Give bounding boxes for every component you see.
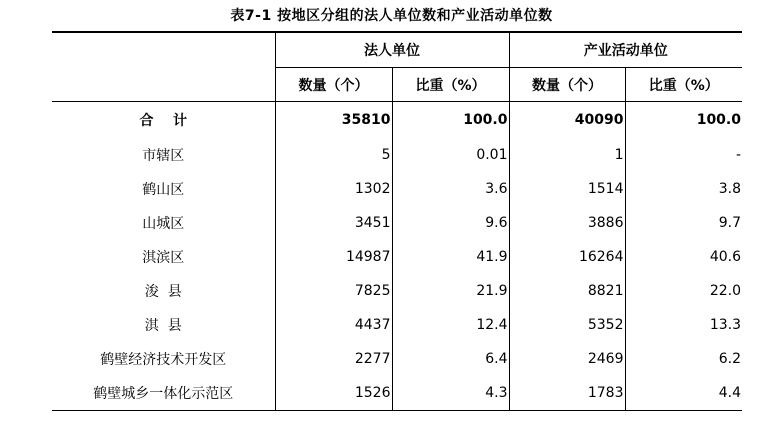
- legal-ratio: 3.6: [392, 172, 509, 206]
- table-row: [52, 376, 742, 411]
- region-name: 山城区: [142, 216, 185, 232]
- industrial-count: 1783: [509, 376, 625, 411]
- header-legal-ratio: 比重（%）: [392, 68, 509, 102]
- region-name: 鹤壁经济技术开发区: [100, 352, 227, 368]
- table-row: [52, 206, 742, 240]
- industrial-ratio: 9.7: [625, 206, 742, 240]
- legal-ratio: 100.0: [392, 102, 509, 139]
- table-row: [52, 172, 742, 206]
- region-name: 鹤山区: [142, 182, 185, 198]
- industrial-count: 8821: [509, 274, 625, 308]
- header-industrial-units: 产业活动单位: [509, 32, 742, 68]
- industrial-count: 1: [509, 138, 625, 172]
- industrial-ratio: 3.8: [625, 172, 742, 206]
- industrial-ratio: 22.0: [625, 274, 742, 308]
- industrial-ratio: 4.4: [625, 376, 742, 411]
- table-row: [52, 308, 742, 342]
- legal-ratio: 6.4: [392, 342, 509, 376]
- legal-count: 4437: [275, 308, 392, 342]
- industrial-ratio: 40.6: [625, 240, 742, 274]
- industrial-count: 2469: [509, 342, 625, 376]
- legal-ratio: 4.3: [392, 376, 509, 411]
- legal-count: 7825: [275, 274, 392, 308]
- region-name: 浚 县: [144, 284, 182, 300]
- header-industrial-ratio: 比重（%）: [625, 68, 742, 102]
- region-unit-table: [52, 31, 742, 411]
- header-region-cell: [52, 32, 275, 102]
- table-row: [52, 138, 742, 172]
- table-row: [52, 274, 742, 308]
- industrial-ratio: 6.2: [625, 342, 742, 376]
- total-row: [52, 102, 742, 139]
- legal-ratio: 21.9: [392, 274, 509, 308]
- legal-ratio: 12.4: [392, 308, 509, 342]
- header-legal-units: 法人单位: [275, 32, 509, 68]
- legal-count: 35810: [275, 102, 392, 139]
- legal-count: 14987: [275, 240, 392, 274]
- industrial-ratio: 13.3: [625, 308, 742, 342]
- legal-count: 5: [275, 138, 392, 172]
- region-name: 淇 县: [144, 318, 182, 334]
- legal-count: 2277: [275, 342, 392, 376]
- industrial-count: 5352: [509, 308, 625, 342]
- region-name: 市辖区: [142, 148, 185, 164]
- industrial-count: 16264: [509, 240, 625, 274]
- industrial-count: 3886: [509, 206, 625, 240]
- table-row: [52, 240, 742, 274]
- region-name: 鹤壁城乡一体化示范区: [52, 376, 275, 411]
- header-row-group: [52, 32, 742, 68]
- legal-ratio: 9.6: [392, 206, 509, 240]
- legal-ratio: 0.01: [392, 138, 509, 172]
- table-title: 表7-1 按地区分组的法人单位数和产业活动单位数: [230, 8, 553, 24]
- legal-count: 3451: [275, 206, 392, 240]
- industrial-ratio: -: [625, 138, 742, 172]
- industrial-count: 1514: [509, 172, 625, 206]
- industrial-count: 40090: [509, 102, 625, 139]
- header-industrial-count: 数量（个）: [509, 68, 625, 102]
- legal-count: 1526: [275, 376, 392, 411]
- legal-count: 1302: [275, 172, 392, 206]
- legal-ratio: 41.9: [392, 240, 509, 274]
- region-name: 合 计: [139, 113, 187, 129]
- header-legal-count: 数量（个）: [275, 68, 392, 102]
- region-name: 淇滨区: [142, 250, 185, 266]
- table-row: [52, 342, 742, 376]
- industrial-ratio: 100.0: [625, 102, 742, 139]
